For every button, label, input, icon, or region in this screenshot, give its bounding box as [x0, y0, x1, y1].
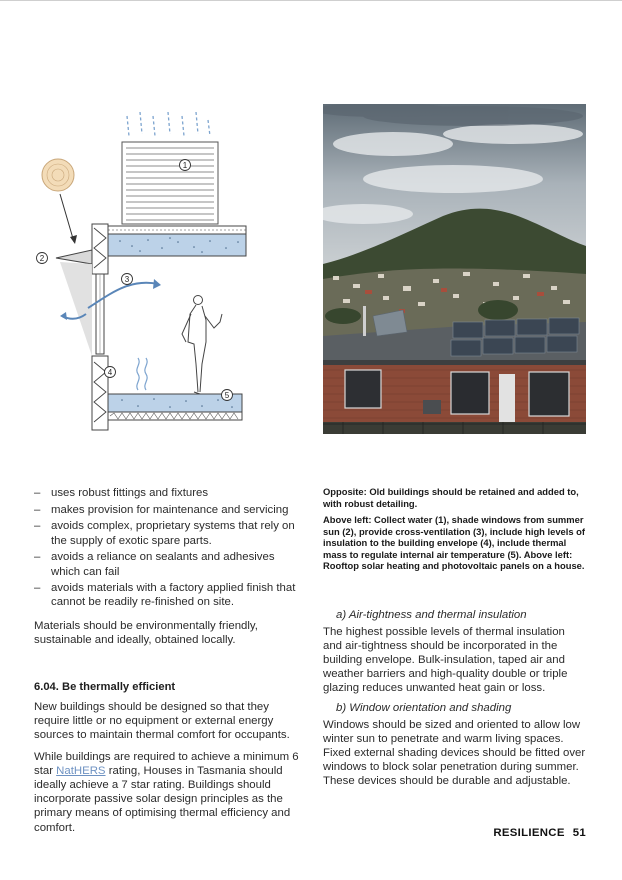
sun-ray-arrow [60, 194, 74, 242]
solar-panels [451, 318, 579, 356]
nathers-link[interactable]: NatHERS [56, 764, 106, 777]
rooftop-solar-photo [323, 104, 586, 434]
diagram-label-4 [105, 367, 116, 378]
subsection-heading-b: b) Window orientation and shading [336, 701, 512, 714]
water-tank-icon [122, 142, 218, 224]
svg-text:3: 3 [124, 275, 130, 284]
passive-solar-diagram [30, 108, 260, 438]
materials-paragraph: Materials should be environmentally friendly, sustainable and ideally, obtained locally. [34, 619, 258, 646]
left-column [34, 486, 302, 835]
subsection-body-b: Windows should be sized and oriented to allow low winter sun to penetrate and warm living spaces. Fixed external shading devices should be fitted over windows to block solar penetration during summer. These devices should be durable and adjustable. [323, 718, 586, 788]
roof-slab [108, 226, 246, 256]
diagram-label-3 [122, 274, 133, 285]
diagram-label-5 [222, 390, 233, 401]
subsection-heading-a: a) Air-tightness and thermal insulation [336, 608, 527, 621]
section-heading: 6.04. Be thermally efficient [34, 681, 176, 694]
list-item: – avoids materials with a factory applied finish that cannot be readily re-finished on site. [34, 582, 296, 609]
caption-opposite: Opposite: Old buildings should be retained and added to, with robust detailing. [323, 486, 579, 509]
shading-eave [56, 250, 92, 264]
rain-icon [127, 112, 210, 136]
person-figure [182, 296, 222, 395]
diagram-label-2 [37, 253, 48, 264]
diagram-label-1 [180, 160, 191, 171]
list-item: – makes provision for maintenance and servicing [34, 503, 289, 516]
right-column [323, 486, 586, 789]
section-paragraph-1: New buildings should be designed so that they require little or no equipment or external energy sources to maintain thermal comfort for occupants. [34, 701, 290, 742]
svg-text:5: 5 [224, 391, 230, 400]
upper-wall [92, 224, 108, 274]
footer-section-label: RESILIENCE [493, 827, 565, 839]
list-item: – uses robust fittings and fixtures [34, 487, 209, 499]
svg-text:1: 1 [182, 161, 188, 170]
svg-text:4: 4 [107, 368, 113, 377]
caption-above-left: Above left: Collect water (1), shade windows from summer sun (2), provide cross-ventilation (3), include high levels of insulation to the building envelope (4), include thermal mass to regulate internal air temperature (5). Above left: Rooftop solar heating and photovoltaic panels on a house. [323, 514, 586, 571]
list-item: – avoids a reliance on sealants and adhesives which can fail [34, 551, 275, 578]
subsection-body-a: The highest possible levels of thermal insulation and air-tightness should be incorporated in the building envelope. Bulk-insulation, taped air and weather barriers and high-quality double or triple glazing reduces unwanted heat gain or loss. [323, 625, 568, 695]
photo-captions [323, 486, 586, 572]
list-item: – avoids complex, proprietary systems that rely on the supply of exotic spare parts. [34, 520, 295, 547]
heat-waves-icon [137, 358, 147, 390]
bullet-list [34, 486, 302, 610]
section-paragraph-2: While buildings are required to achieve a minimum 6 star NatHERS rating, Houses in Tasmania should ideally achieve a 7 star rating. Buildings should incorporate passive solar design principles as the primary means of optimising thermal efficiency and comfort. [34, 750, 299, 834]
page-footer [493, 827, 586, 839]
shade-wedge [60, 262, 92, 356]
svg-text:2: 2 [39, 254, 45, 263]
top-rule [0, 0, 622, 1]
page-number: 51 [572, 827, 586, 839]
